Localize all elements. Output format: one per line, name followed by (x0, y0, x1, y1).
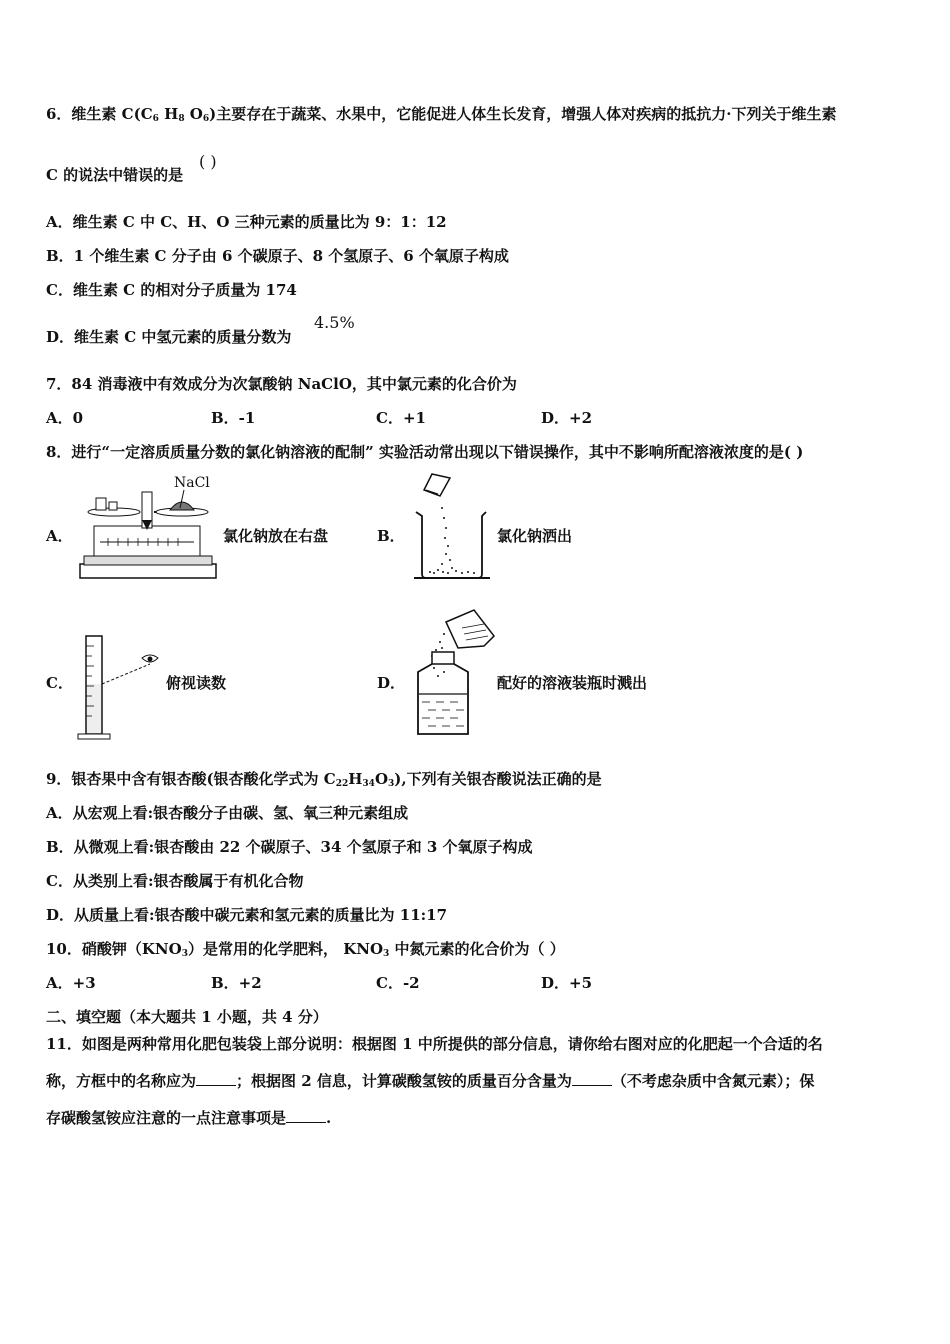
q11-blank-1[interactable] (196, 1073, 236, 1086)
q11-line2: 称，方框中的名称应为 ；根据图 2 信息，计算碳酸氢铵的质量百分含量为 （不考虑杂质中含氮元素）；保 (46, 1072, 815, 1090)
q10-option-b: B．+2 (211, 974, 262, 992)
q7-stem: 7．84 消毒液中有效成分为次氯酸钠 NaClO，其中氯元素的化合价为 (46, 375, 517, 393)
q8-option-c-letter: C． (46, 674, 73, 692)
q9-option-c: C．从类别上看:银杏酸属于有机化合物 (46, 872, 304, 890)
q8-option-b-letter: B． (377, 527, 405, 545)
q10-option-c: C．-2 (376, 974, 420, 992)
q7-option-a: A．0 (46, 409, 84, 427)
q6-stem-line1: 6．维生素 $C(C_6$ $H_8$ $O_6$)主要存在于蔬菜、水果中，它能促进人体生长发育，增强人体对疾病的抵抗力·下列关于维生素 (46, 105, 837, 124)
q8-option-a-letter: A． (46, 527, 73, 545)
q9-option-d: D．从质量上看:银杏酸中碳元素和氢元素的质量比为 11:17 (46, 906, 448, 924)
q6-option-c: C．维生素 C 的相对分子质量为 174 (46, 281, 297, 299)
q10-option-a: A．+3 (46, 974, 96, 992)
q6-option-d: D．维生素 C 中氢元素的质量分数为 (46, 328, 292, 346)
q8-option-d-letter: D． (377, 674, 406, 692)
q11-blank-2[interactable] (572, 1073, 612, 1086)
q9-option-a: A．从宏观上看:银杏酸分子由碳、氢、氧三种元素组成 (46, 804, 409, 822)
q7-option-d: D．+2 (541, 409, 593, 427)
q6-stem-line2: C 的说法中错误的是 (46, 166, 184, 184)
q8-option-b-caption: 氯化钠洒出 (497, 527, 573, 545)
q7-option-c: C．+1 (376, 409, 426, 427)
q8-option-c-caption: 俯视读数 (166, 674, 227, 692)
q6-option-b: B．1 个维生素 C 分子由 6 个碳原子、8 个氢原子、6 个氧原子构成 (46, 247, 509, 265)
section-title: 二、填空题（本大题共 1 小题，共 4 分） (46, 1008, 328, 1026)
q9-stem: 9．银杏果中含有银杏酸(银杏酸化学式为 $C_{22}H_{34}O_3$),下列有关银杏酸说法正确的是 (46, 770, 602, 789)
beaker-spill-figure (412, 472, 492, 584)
q6-option-a: A．维生素 C 中 C、H、O 三种元素的质量比为 9：1：12 (46, 213, 447, 231)
q11-line1: 11．如图是两种常用化肥包装袋上部分说明：根据图 1 中所提供的部分信息，请你给右图对应的化肥起一个合适的名 (46, 1035, 823, 1053)
q11-blank-3[interactable] (286, 1110, 326, 1123)
cylinder-reading-figure (72, 632, 168, 742)
q11-line3: 存碳酸氢铵应注意的一点注意事项是 . (46, 1109, 332, 1127)
q10-option-d: D．+5 (541, 974, 593, 992)
balance-scale-figure (78, 470, 220, 582)
bottle-pouring-figure (410, 606, 500, 740)
q8-option-a-caption: 氯化钠放在右盘 (223, 527, 329, 545)
nacl-label: NaCl (174, 475, 210, 491)
q10-stem: 10．硝酸钾$(KNO_3)$是常用的化学肥料， $KNO_3$ 中氮元素的化合价为（ ） (46, 940, 565, 959)
q6-answer-paren: ( ) (199, 152, 217, 171)
q6-option-d-value: 4.5% (314, 313, 355, 332)
q7-option-b: B．-1 (211, 409, 256, 427)
q8-stem: 8．进行“一定溶质质量分数的氯化钠溶液的配制” 实验活动常出现以下错误操作，其中不影响所配溶液浓度的是( ) (46, 443, 804, 461)
q8-option-d-caption: 配好的溶液装瓶时溅出 (497, 674, 648, 692)
q9-option-b: B．从微观上看:银杏酸由 22 个碳原子、34 个氢原子和 3 个氧原子构成 (46, 838, 533, 856)
